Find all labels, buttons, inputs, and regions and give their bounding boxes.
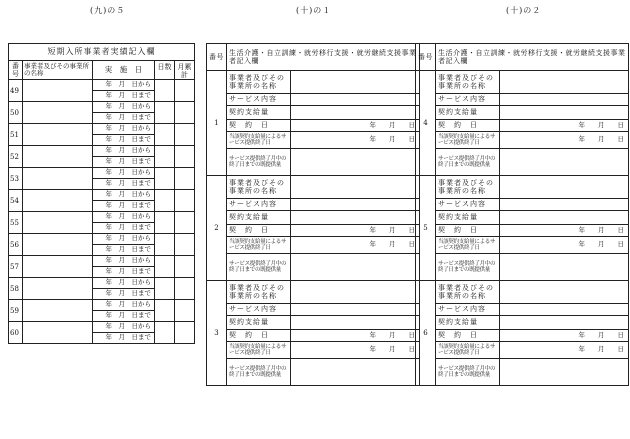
days-cell[interactable] (155, 124, 175, 146)
row-number: 49 (9, 80, 23, 102)
service-record-table-middle (206, 43, 420, 386)
date-from[interactable]: 年 月 日から (93, 278, 155, 289)
row-number: 60 (9, 322, 23, 344)
remaining-provided-label: サービス提供終了月中の終了日までの既提供量 (227, 359, 291, 386)
remaining-provided-label: サービス提供終了月中の終了日までの既提供量 (436, 149, 500, 176)
remaining-provided-value[interactable] (291, 254, 420, 281)
provider-name-cell[interactable] (23, 256, 93, 278)
remaining-provided-value[interactable] (500, 359, 629, 386)
provider-name-value[interactable] (291, 176, 420, 199)
col-name: 事業者及びその事業所の名称 (23, 61, 93, 80)
date-from[interactable]: 年 月 日から (93, 234, 155, 245)
row-number: 54 (9, 190, 23, 212)
monthly-total-cell[interactable] (175, 168, 195, 190)
remaining-provided-value[interactable] (291, 149, 420, 176)
service-content-value[interactable] (291, 304, 420, 316)
date-from[interactable]: 年 月 日から (93, 256, 155, 267)
days-cell[interactable] (155, 300, 175, 322)
monthly-total-cell[interactable] (175, 278, 195, 300)
days-cell[interactable] (155, 234, 175, 256)
service-record-table-right (415, 43, 629, 386)
service-content-value[interactable] (500, 94, 629, 106)
contract-date-value[interactable]: 年 月 日 (500, 225, 629, 237)
contract-amount-label: 契約支給量 (227, 106, 291, 120)
provider-name-cell[interactable] (23, 212, 93, 234)
provider-name-cell[interactable] (23, 300, 93, 322)
col-no: 番号 (9, 61, 23, 80)
provider-name-cell[interactable] (23, 234, 93, 256)
provider-name-label: 事業者及びその事業所の名称 (436, 281, 500, 304)
service-content-value[interactable] (500, 304, 629, 316)
date-to[interactable]: 年 月 日まで (93, 223, 155, 234)
monthly-total-cell[interactable] (175, 322, 195, 344)
service-end-date-value[interactable]: 年 月 日 (291, 237, 420, 254)
row-number: 58 (9, 278, 23, 300)
service-content-label: サービス内容 (227, 199, 291, 211)
remaining-provided-label: サービス提供終了月中の終了日までの既提供量 (436, 359, 500, 386)
service-end-date-label: 当該契約支給量によるサービス提供終了日 (436, 342, 500, 359)
contract-date-value[interactable]: 年 月 日 (291, 225, 420, 237)
provider-name-value[interactable] (291, 71, 420, 94)
block-number: 3 (207, 281, 227, 386)
col-no: 番号 (416, 44, 436, 71)
service-end-date-value[interactable]: 年 月 日 (291, 342, 420, 359)
date-to[interactable]: 年 月 日まで (93, 135, 155, 146)
date-from[interactable]: 年 月 日から (93, 102, 155, 113)
col-total: 月累計 (175, 61, 195, 80)
contract-date-label: 契 約 日 (227, 330, 291, 342)
date-to[interactable]: 年 月 日まで (93, 91, 155, 102)
provider-name-cell[interactable] (23, 278, 93, 300)
contract-amount-value[interactable] (291, 211, 420, 225)
date-to[interactable]: 年 月 日まで (93, 113, 155, 124)
monthly-total-cell[interactable] (175, 124, 195, 146)
contract-amount-label: 契約支給量 (227, 211, 291, 225)
date-to[interactable]: 年 月 日まで (93, 179, 155, 190)
contract-amount-value[interactable] (500, 106, 629, 120)
date-from[interactable]: 年 月 日から (93, 190, 155, 201)
days-cell[interactable] (155, 80, 175, 102)
days-cell[interactable] (155, 102, 175, 124)
date-to[interactable]: 年 月 日まで (93, 201, 155, 212)
provider-name-cell[interactable] (23, 322, 93, 344)
col-title: 生活介護・自立訓練・就労移行支援・就労継続支援事業者記入欄 (436, 44, 629, 71)
date-to[interactable]: 年 月 日まで (93, 157, 155, 168)
monthly-total-cell[interactable] (175, 212, 195, 234)
contract-amount-label: 契約支給量 (436, 316, 500, 330)
contract-date-label: 契 約 日 (436, 225, 500, 237)
service-content-label: サービス内容 (436, 94, 500, 106)
left-table-title: 短期入所事業者実績記入欄 (9, 44, 195, 61)
monthly-total-cell[interactable] (175, 146, 195, 168)
monthly-total-cell[interactable] (175, 80, 195, 102)
date-to[interactable]: 年 月 日まで (93, 311, 155, 322)
provider-name-cell[interactable] (23, 190, 93, 212)
row-number: 55 (9, 212, 23, 234)
service-content-value[interactable] (291, 94, 420, 106)
contract-amount-label: 契約支給量 (227, 316, 291, 330)
provider-name-value[interactable] (500, 176, 629, 199)
remaining-provided-value[interactable] (291, 359, 420, 386)
date-from[interactable]: 年 月 日から (93, 168, 155, 179)
monthly-total-cell[interactable] (175, 256, 195, 278)
service-end-date-label: 当該契約支給量によるサービス提供終了日 (227, 132, 291, 149)
monthly-total-cell[interactable] (175, 234, 195, 256)
service-end-date-label: 当該契約支給量によるサービス提供終了日 (436, 237, 500, 254)
provider-name-cell[interactable] (23, 168, 93, 190)
provider-name-cell[interactable] (23, 102, 93, 124)
service-end-date-value[interactable]: 年 月 日 (500, 237, 629, 254)
contract-date-label: 契 約 日 (227, 225, 291, 237)
service-content-label: サービス内容 (227, 94, 291, 106)
remaining-provided-label: サービス提供終了月中の終了日までの既提供量 (227, 149, 291, 176)
block-number: 5 (416, 176, 436, 281)
days-cell[interactable] (155, 322, 175, 344)
header-left: (九)の５ (90, 6, 126, 15)
contract-date-value[interactable]: 年 月 日 (291, 120, 420, 132)
days-cell[interactable] (155, 256, 175, 278)
provider-name-label: 事業者及びその事業所の名称 (436, 71, 500, 94)
monthly-total-cell[interactable] (175, 102, 195, 124)
remaining-provided-value[interactable] (500, 254, 629, 281)
remaining-provided-value[interactable] (500, 149, 629, 176)
date-from[interactable]: 年 月 日から (93, 124, 155, 135)
service-content-value[interactable] (291, 199, 420, 211)
contract-amount-value[interactable] (291, 316, 420, 330)
service-end-date-value[interactable]: 年 月 日 (500, 342, 629, 359)
provider-name-value[interactable] (500, 281, 629, 304)
header-right: (十)の２ (506, 6, 542, 15)
provider-name-cell[interactable] (23, 124, 93, 146)
date-from[interactable]: 年 月 日から (93, 80, 155, 91)
date-to[interactable]: 年 月 日まで (93, 245, 155, 256)
service-content-value[interactable] (500, 199, 629, 211)
date-from[interactable]: 年 月 日から (93, 322, 155, 333)
contract-date-value[interactable]: 年 月 日 (291, 330, 420, 342)
remaining-provided-label: サービス提供終了月中の終了日までの既提供量 (227, 254, 291, 281)
col-title: 生活介護・自立訓練・就労移行支援・就労継続支援事業者記入欄 (227, 44, 420, 71)
service-end-date-label: 当該契約支給量によるサービス提供終了日 (227, 237, 291, 254)
days-cell[interactable] (155, 190, 175, 212)
block-number: 4 (416, 71, 436, 176)
service-end-date-value[interactable]: 年 月 日 (500, 132, 629, 149)
col-days: 日数 (155, 61, 175, 80)
date-from[interactable]: 年 月 日から (93, 146, 155, 157)
contract-amount-label: 契約支給量 (436, 211, 500, 225)
contract-date-label: 契 約 日 (436, 120, 500, 132)
days-cell[interactable] (155, 212, 175, 234)
service-content-label: サービス内容 (436, 304, 500, 316)
row-number: 59 (9, 300, 23, 322)
remaining-provided-label: サービス提供終了月中の終了日までの既提供量 (436, 254, 500, 281)
col-period: 実 施 日 (93, 61, 155, 80)
date-to[interactable]: 年 月 日まで (93, 289, 155, 300)
service-end-date-label: 当該契約支給量によるサービス提供終了日 (227, 342, 291, 359)
row-number: 57 (9, 256, 23, 278)
provider-name-cell[interactable] (23, 146, 93, 168)
provider-name-label: 事業者及びその事業所の名称 (227, 71, 291, 94)
provider-name-cell[interactable] (23, 80, 93, 102)
provider-name-value[interactable] (291, 281, 420, 304)
service-content-label: サービス内容 (227, 304, 291, 316)
col-no: 番号 (207, 44, 227, 71)
block-number: 1 (207, 71, 227, 176)
service-end-date-label: 当該契約支給量によるサービス提供終了日 (436, 132, 500, 149)
date-from[interactable]: 年 月 日から (93, 212, 155, 223)
row-number: 50 (9, 102, 23, 124)
provider-name-label: 事業者及びその事業所の名称 (227, 281, 291, 304)
date-to[interactable]: 年 月 日まで (93, 333, 155, 344)
provider-name-value[interactable] (500, 71, 629, 94)
contract-date-label: 契 約 日 (436, 330, 500, 342)
days-cell[interactable] (155, 168, 175, 190)
days-cell[interactable] (155, 146, 175, 168)
block-number: 6 (416, 281, 436, 386)
row-number: 52 (9, 146, 23, 168)
service-end-date-value[interactable]: 年 月 日 (291, 132, 420, 149)
contract-amount-value[interactable] (500, 316, 629, 330)
row-number: 56 (9, 234, 23, 256)
contract-date-value[interactable]: 年 月 日 (500, 120, 629, 132)
header-middle: (十)の１ (296, 6, 332, 15)
provider-name-label: 事業者及びその事業所の名称 (436, 176, 500, 199)
monthly-total-cell[interactable] (175, 190, 195, 212)
contract-amount-label: 契約支給量 (436, 106, 500, 120)
date-to[interactable]: 年 月 日まで (93, 267, 155, 278)
service-content-label: サービス内容 (436, 199, 500, 211)
contract-amount-value[interactable] (291, 106, 420, 120)
contract-amount-value[interactable] (500, 211, 629, 225)
monthly-total-cell[interactable] (175, 300, 195, 322)
date-from[interactable]: 年 月 日から (93, 300, 155, 311)
contract-date-value[interactable]: 年 月 日 (500, 330, 629, 342)
provider-name-label: 事業者及びその事業所の名称 (227, 176, 291, 199)
row-number: 53 (9, 168, 23, 190)
block-number: 2 (207, 176, 227, 281)
days-cell[interactable] (155, 278, 175, 300)
contract-date-label: 契 約 日 (227, 120, 291, 132)
row-number: 51 (9, 124, 23, 146)
short-stay-record-table (8, 43, 195, 344)
